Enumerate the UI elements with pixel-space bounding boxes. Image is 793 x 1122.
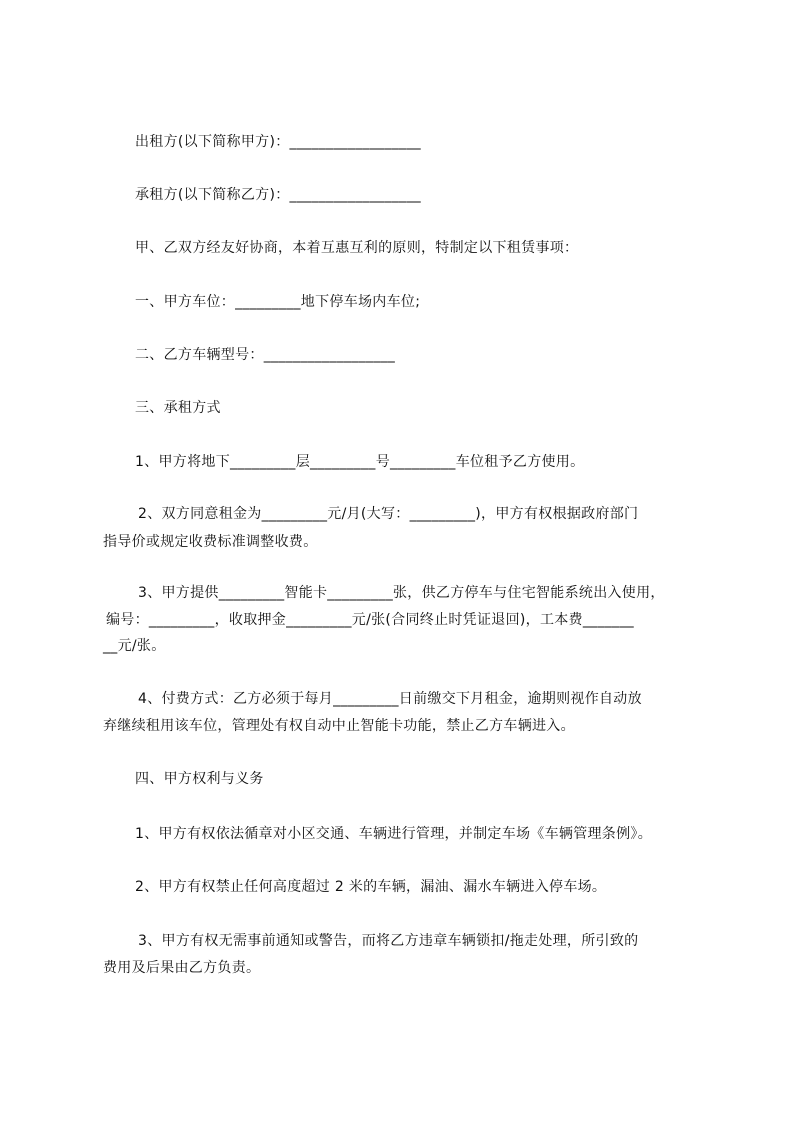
preamble-line: 甲、乙双方经友好协商，本着互惠互利的原则，特制定以下租赁事项： xyxy=(135,240,579,256)
clause-1-parking-space: 一、甲方车位：_________地下停车场内车位; xyxy=(135,294,421,310)
item-4-2: 2、甲方有权禁止任何高度超过 2 米的车辆，漏油、漏水车辆进入停车场。 xyxy=(135,879,607,895)
item-3-4-line-1: 4、付费方式：乙方必须于每月_________日前缴交下月租金，逾期则视作自动放 xyxy=(138,691,642,707)
item-3-3-line-1: 3、甲方提供_________智能卡_________张，供乙方停车与住宅智能系统出入使用， xyxy=(138,585,665,601)
lessor-line: 出租方(以下简称甲方)：__________________ xyxy=(135,134,421,150)
item-4-1: 1、甲方有权依法循章对小区交通、车辆进行管理，并制定车场《车辆管理条例》。 xyxy=(135,826,653,842)
item-3-1: 1、甲方将地下_________层_________号_________车位租予乙方使用。 xyxy=(135,454,585,470)
section-4-heading: 四、甲方权利与义务 xyxy=(135,771,264,787)
item-3-2-line-1: 2、双方同意租金为_________元/月(大写：_________)，甲方有权根据政府部门 xyxy=(138,506,639,522)
item-4-3-line-1: 3、甲方有权无需事前通知或警告，而将乙方违章车辆锁扣/拖走处理，所引致的 xyxy=(138,933,639,949)
lessee-line: 承租方(以下简称乙方)：__________________ xyxy=(135,187,421,203)
item-3-4-line-2: 弃继续租用该车位，管理处有权自动中止智能卡功能，禁止乙方车辆进入。 xyxy=(103,718,575,734)
item-3-3-line-3: __元/张。 xyxy=(103,638,166,654)
item-4-3-line-2: 费用及后果由乙方负责。 xyxy=(103,960,261,976)
clause-2-vehicle-model: 二、乙方车辆型号：__________________ xyxy=(135,347,396,363)
item-3-2-line-2: 指导价或规定收费标准调整收费。 xyxy=(103,534,318,550)
item-3-3-line-2: 编号：_________，收取押金_________元/张(合同终止时凭证退回)，工本费_______ xyxy=(106,612,634,628)
section-3-heading: 三、承租方式 xyxy=(135,400,221,416)
